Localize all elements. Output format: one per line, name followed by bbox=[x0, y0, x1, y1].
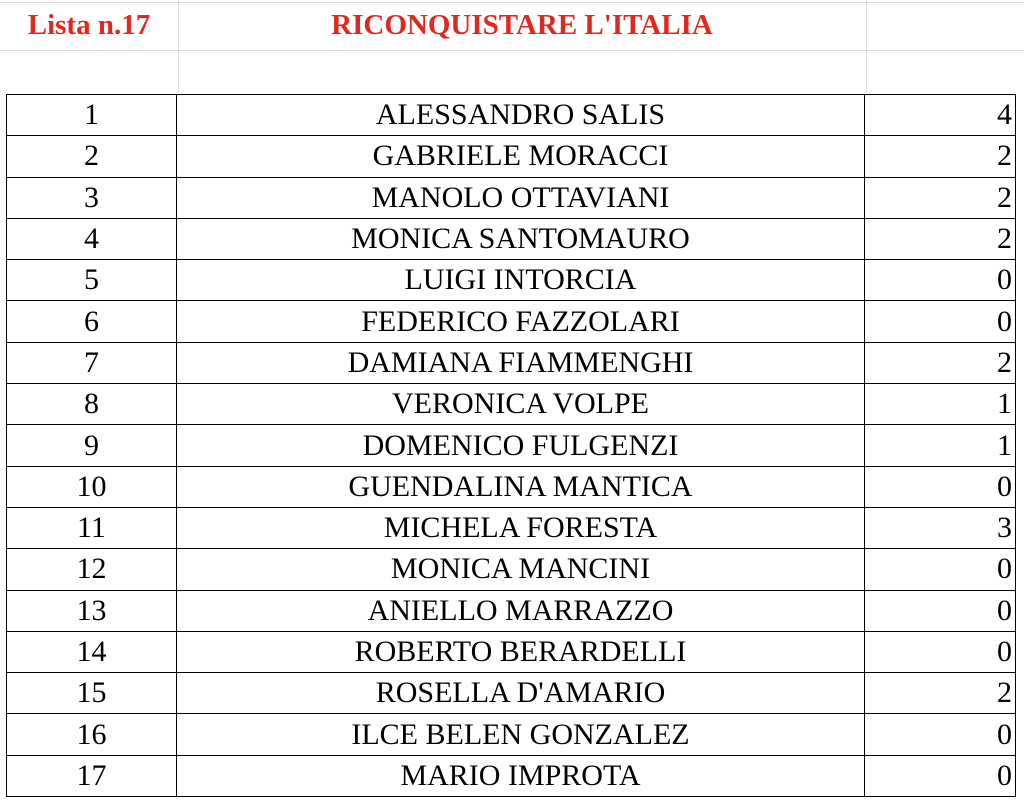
position-cell[interactable]: 10 bbox=[7, 466, 177, 507]
candidate-name-cell[interactable]: DOMENICO FULGENZI bbox=[177, 425, 865, 466]
candidate-name-cell[interactable]: ROBERTO BERARDELLI bbox=[177, 631, 865, 672]
votes-cell[interactable]: 0 bbox=[865, 755, 1016, 796]
candidate-name-cell[interactable]: MONICA SANTOMAURO bbox=[177, 218, 865, 259]
position-cell[interactable]: 8 bbox=[7, 384, 177, 425]
table-row bbox=[7, 260, 1016, 301]
candidate-name-cell[interactable]: MONICA MANCINI bbox=[177, 549, 865, 590]
candidate-name-cell[interactable]: ANIELLO MARRAZZO bbox=[177, 590, 865, 631]
votes-cell[interactable]: 0 bbox=[865, 549, 1016, 590]
table-row bbox=[7, 177, 1016, 218]
votes-cell[interactable]: 1 bbox=[865, 384, 1016, 425]
candidate-name-cell[interactable]: DAMIANA FIAMMENGHI bbox=[177, 342, 865, 383]
candidate-name-cell[interactable]: ROSELLA D'AMARIO bbox=[177, 673, 865, 714]
position-cell[interactable]: 4 bbox=[7, 218, 177, 259]
table-row bbox=[7, 384, 1016, 425]
candidate-name-cell[interactable]: MARIO IMPROTA bbox=[177, 755, 865, 796]
votes-cell[interactable]: 2 bbox=[865, 342, 1016, 383]
candidate-rows bbox=[7, 95, 1016, 797]
candidate-name-cell[interactable]: MANOLO OTTAVIANI bbox=[177, 177, 865, 218]
votes-cell[interactable]: 1 bbox=[865, 425, 1016, 466]
votes-cell[interactable]: 4 bbox=[865, 95, 1016, 136]
votes-cell[interactable]: 2 bbox=[865, 136, 1016, 177]
position-cell[interactable]: 14 bbox=[7, 631, 177, 672]
table-row bbox=[7, 590, 1016, 631]
position-cell[interactable]: 2 bbox=[7, 136, 177, 177]
candidate-name-cell[interactable]: GUENDALINA MANTICA bbox=[177, 466, 865, 507]
candidate-name-cell[interactable]: MICHELA FORESTA bbox=[177, 507, 865, 548]
candidate-name-cell[interactable]: GABRIELE MORACCI bbox=[177, 136, 865, 177]
votes-cell[interactable]: 2 bbox=[865, 177, 1016, 218]
candidate-name-cell[interactable]: LUIGI INTORCIA bbox=[177, 260, 865, 301]
table-row bbox=[7, 673, 1016, 714]
votes-cell[interactable]: 0 bbox=[865, 260, 1016, 301]
position-cell[interactable]: 5 bbox=[7, 260, 177, 301]
votes-cell[interactable]: 0 bbox=[865, 714, 1016, 755]
position-cell[interactable]: 13 bbox=[7, 590, 177, 631]
grid-line-vertical bbox=[866, 0, 867, 92]
candidate-name-cell[interactable]: ALESSANDRO SALIS bbox=[177, 95, 865, 136]
position-cell[interactable]: 7 bbox=[7, 342, 177, 383]
position-cell[interactable]: 17 bbox=[7, 755, 177, 796]
table-row bbox=[7, 342, 1016, 383]
candidate-name-cell[interactable]: VERONICA VOLPE bbox=[177, 384, 865, 425]
table-row bbox=[7, 549, 1016, 590]
position-cell[interactable]: 1 bbox=[7, 95, 177, 136]
position-cell[interactable]: 9 bbox=[7, 425, 177, 466]
table-row bbox=[7, 714, 1016, 755]
grid-line-horizontal bbox=[0, 50, 1024, 51]
table-row bbox=[7, 631, 1016, 672]
position-cell[interactable]: 15 bbox=[7, 673, 177, 714]
position-cell[interactable]: 3 bbox=[7, 177, 177, 218]
votes-cell[interactable]: 2 bbox=[865, 218, 1016, 259]
candidate-name-cell[interactable]: ILCE BELEN GONZALEZ bbox=[177, 714, 865, 755]
votes-cell[interactable]: 3 bbox=[865, 507, 1016, 548]
table-row bbox=[7, 466, 1016, 507]
position-cell[interactable]: 11 bbox=[7, 507, 177, 548]
table-row bbox=[7, 425, 1016, 466]
votes-cell[interactable]: 0 bbox=[865, 301, 1016, 342]
candidate-name-cell[interactable]: FEDERICO FAZZOLARI bbox=[177, 301, 865, 342]
table-row bbox=[7, 301, 1016, 342]
votes-cell[interactable]: 0 bbox=[865, 631, 1016, 672]
table-row bbox=[7, 507, 1016, 548]
votes-cell[interactable]: 0 bbox=[865, 590, 1016, 631]
table-row bbox=[7, 95, 1016, 136]
table-row bbox=[7, 218, 1016, 259]
list-name-cell[interactable]: RICONQUISTARE L'ITALIA bbox=[331, 8, 713, 41]
candidate-table bbox=[6, 94, 1016, 797]
table-row bbox=[7, 755, 1016, 796]
votes-cell[interactable]: 2 bbox=[865, 673, 1016, 714]
position-cell[interactable]: 12 bbox=[7, 549, 177, 590]
position-cell[interactable]: 16 bbox=[7, 714, 177, 755]
votes-cell[interactable]: 0 bbox=[865, 466, 1016, 507]
position-cell[interactable]: 6 bbox=[7, 301, 177, 342]
list-number-cell[interactable]: Lista n.17 bbox=[27, 8, 151, 41]
table-row bbox=[7, 136, 1016, 177]
